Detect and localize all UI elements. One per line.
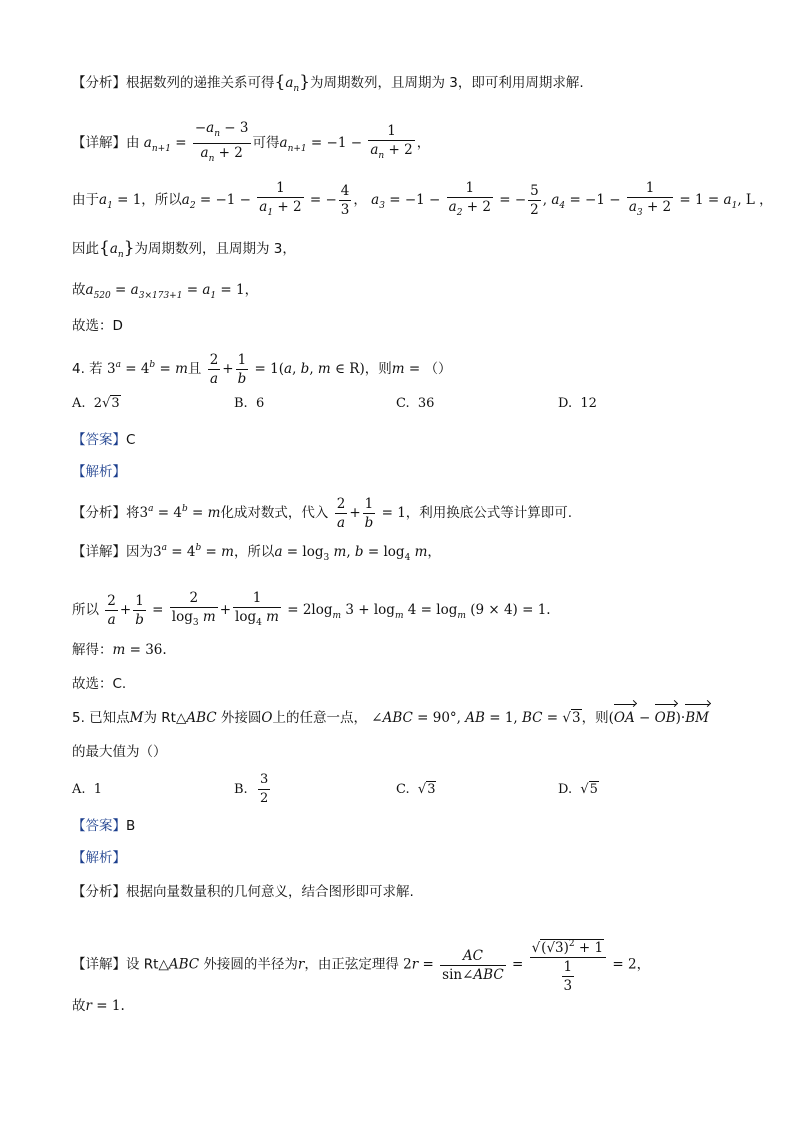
q5-answer: 【答案】B xyxy=(72,818,136,834)
q5-option-b[interactable]: B. $\frac{3}{2}$ xyxy=(234,772,269,806)
q4-choose: 故选：C. xyxy=(72,676,127,692)
q4-stem: 4. 若 $3^a = 4^b = m$且 $\frac{2}{a}$ + $\frac{1}{b}$ = 1(a, b, m ∈ R)，则m = （） xyxy=(72,352,452,387)
q4-solve-line: 解得：m = 36. xyxy=(72,642,167,658)
detail-tag: 【详解】 xyxy=(72,135,126,151)
q3-hence-line: 因此$\{a_n\}$为周期数列，且周期为 3， xyxy=(72,238,296,260)
q4-option-d[interactable]: D. 12 xyxy=(558,396,597,411)
q5-stem-line2: 的最大值为（） xyxy=(72,744,167,760)
analysis-text-2: 为周期数列，且周期为 3，即可利用周期求解. xyxy=(310,75,584,91)
q3-so-line: 故$a_{520} = a_{3\times 173+1} = a_1 = 1$， xyxy=(72,282,259,301)
analysis-tag: 【分析】 xyxy=(72,75,126,91)
q3-detail-line: 【详解】由 $a_{n+1}$ = $\frac{-a_n - 3}{a_n + 2}$ 可得$a_{n+1} = -1$ − $\frac{1}{a_n + 2}$ ， xyxy=(72,120,430,167)
q4-detail-line: 【详解】因为$3^a = 4^b = m$，所以$a = \log_3 m$, $b = \log_4 m$， xyxy=(72,543,441,563)
q3-analysis-line: 【分析】根据数列的递推关系可得$\{a_n\}$为周期数列，且周期为 3，即可利用周期求解. xyxy=(72,72,584,94)
q5-analysis-line: 【分析】根据向量数量积的几何意义，结合图形即可求解. xyxy=(72,884,414,900)
q5-option-d[interactable]: D. √5 xyxy=(558,782,598,797)
q5-stem: 5. 已知点M为 Rt△ABC 外接圆O上的任意一点， ∠ABC = 90°, AB = 1, BC = √3，则(OA − OB)·BM xyxy=(72,710,709,726)
q4-explain-tag: 【解析】 xyxy=(72,464,126,480)
q4-option-c[interactable]: C. 36 xyxy=(396,396,435,411)
q5-explain-tag: 【解析】 xyxy=(72,850,126,866)
q4-so-line: 所以 $\frac{2}{a}$ + $\frac{1}{b}$ = $\frac{2}{\log_3 m}$ + $\frac{1}{\log_4 m}$ = $2\log_m$ $3 + \log_m 4 = \log_m (9 \times 4) = 1$. xyxy=(72,590,551,628)
q3-choose: 故选：D xyxy=(72,318,123,334)
q5-detail-line: 【详解】设 Rt△ABC 外接圆的半径为r，由正弦定理得 2r = $\frac{AC}{\text{sin∠ABC}}$ = $\frac{√(√3)^2 + 1}{\frac{1}{3}}$ = 2， xyxy=(72,936,650,994)
q4-option-a[interactable]: A. 2√3 xyxy=(72,396,120,411)
q4-option-b[interactable]: B. 6 xyxy=(234,396,265,411)
recurrence-fraction: $\frac{-a_n - 3}{a_n + 2}$ xyxy=(194,120,249,164)
q5-option-a[interactable]: A. 1 xyxy=(72,782,103,797)
q3-since-line: 由于$a_1 = 1$，所以$a_2 = -1$ − $\frac{1}{a_1 + 2}$ = − $\frac{4}{3}$ ， $a_3 = -1$ − $\frac{1}{a_2 + 2}$ = − $\frac{5}{2}$ , $a_4 = -1$ − $\frac{1}{a_3 + 2}$ = $1 = a_1$, L ， xyxy=(72,180,773,218)
q5-option-c[interactable]: C. √3 xyxy=(396,782,436,797)
analysis-text: 根据数列的递推关系可得 xyxy=(126,75,275,91)
q4-answer: 【答案】C xyxy=(72,432,136,448)
q5-so-line: 故r = 1. xyxy=(72,998,125,1014)
q4-analysis-line: 【分析】将$3^a = 4^b = m$化成对数式，代入 $\frac{2}{a}$ + $\frac{1}{b}$ = 1，利用换底公式等计算即可. xyxy=(72,496,573,531)
